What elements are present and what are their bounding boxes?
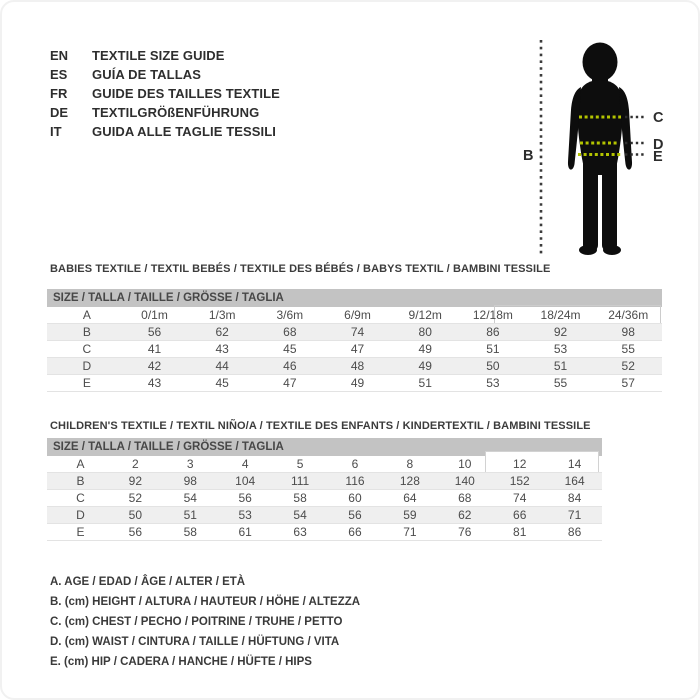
table-cell: 128 xyxy=(399,474,420,488)
legend-line: B. (cm) HEIGHT / ALTURA / HAUTEUR / HÖHE / ALTEZZA xyxy=(50,596,361,608)
legend-line: D. (cm) WAIST / CINTURA / TAILLE / HÜFTUNG / VITA xyxy=(50,636,340,648)
table-cell: 51 xyxy=(418,376,432,390)
table-cell: 12/18m xyxy=(472,308,513,322)
table-cell: 50 xyxy=(486,359,500,373)
table-row xyxy=(47,341,662,358)
language-title: GUIDE DES TAILLES TEXTILE xyxy=(92,86,280,101)
table-cell: 58 xyxy=(183,525,197,539)
table-cell: 57 xyxy=(621,376,635,390)
language-title: TEXTILGRÖßENFÜHRUNG xyxy=(92,105,260,120)
table-cell: 10 xyxy=(458,457,472,471)
table-cell: 98 xyxy=(183,474,197,488)
table-cell: 68 xyxy=(283,325,297,339)
table-cell: 61 xyxy=(238,525,252,539)
row-label: D xyxy=(76,508,85,522)
table-cell: 54 xyxy=(183,491,197,505)
row-label: C xyxy=(76,491,85,505)
table-cell: 104 xyxy=(235,474,256,488)
language-code: FR xyxy=(50,86,68,101)
language-title-list xyxy=(50,46,280,141)
table-cell: 41 xyxy=(147,342,162,356)
children-table xyxy=(47,456,602,541)
table-cell: 86 xyxy=(567,525,582,539)
table-cell: 60 xyxy=(348,491,362,505)
row-label: A xyxy=(76,457,85,471)
table-cell: 71 xyxy=(403,525,417,539)
language-row xyxy=(50,65,280,84)
table-cell: 24/36m xyxy=(608,308,649,322)
table-cell: 76 xyxy=(458,525,472,539)
table-cell: 9/12m xyxy=(408,308,442,322)
language-title: GUIDA ALLE TAGLIE TESSILI xyxy=(92,124,277,139)
table-cell: 53 xyxy=(486,376,500,390)
language-code: IT xyxy=(50,124,62,139)
table-cell: 140 xyxy=(454,474,475,488)
table-cell: 92 xyxy=(553,325,568,339)
row-label: E xyxy=(82,376,91,390)
table-cell: 111 xyxy=(290,474,310,488)
legend-line: E. (cm) HIP / CADERA / HANCHE / HÜFTE / HIPS xyxy=(50,656,312,668)
table-cell: 2 xyxy=(132,457,139,471)
children-table-header: SIZE / TALLA / TAILLE / GRÖSSE / TAGLIA xyxy=(47,438,602,456)
table-cell: 12 xyxy=(513,457,527,471)
legend-line: C. (cm) CHEST / PECHO / POITRINE / TRUHE / PETTO xyxy=(50,616,343,628)
row-label: C xyxy=(82,342,92,356)
table-cell: 8 xyxy=(406,457,414,471)
babies-table-header: SIZE / TALLA / TAILLE / GRÖSSE / TAGLIA xyxy=(47,289,662,307)
table-cell: 52 xyxy=(128,491,143,505)
table-cell: 66 xyxy=(348,525,362,539)
table-row xyxy=(47,507,602,524)
babies-table-title: BABIES TEXTILE / TEXTIL BEBÉS / TEXTILE DES BÉBÉS / BABYS TEXTIL / BAMBINI TESSILE xyxy=(50,263,551,275)
table-cell: 80 xyxy=(418,325,432,339)
measurement-legend xyxy=(50,572,360,672)
language-row xyxy=(50,122,280,141)
table-cell: 14 xyxy=(567,457,582,471)
table-cell: 74 xyxy=(350,325,365,339)
table-cell: 164 xyxy=(564,474,585,488)
table-cell: 3/6m xyxy=(276,308,304,322)
table-cell: 42 xyxy=(147,359,162,373)
table-row xyxy=(47,307,662,324)
row-label: E xyxy=(76,525,85,539)
table-row xyxy=(47,490,602,507)
table-cell: 116 xyxy=(345,474,365,488)
chest-label: C xyxy=(653,110,664,126)
table-cell: 68 xyxy=(458,491,472,505)
row-label: D xyxy=(82,359,92,373)
table-cell: 6 xyxy=(351,457,359,471)
height-label: B xyxy=(523,148,534,164)
table-cell: 49 xyxy=(418,359,432,373)
table-cell: 43 xyxy=(147,376,162,390)
table-cell: 152 xyxy=(509,474,530,488)
table-cell: 47 xyxy=(350,342,365,356)
table-cell: 98 xyxy=(621,325,635,339)
language-row xyxy=(50,46,280,65)
babies-table xyxy=(47,307,662,392)
table-cell: 6/9m xyxy=(344,308,371,322)
table-cell: 58 xyxy=(293,491,307,505)
table-cell: 46 xyxy=(283,359,297,373)
table-cell: 66 xyxy=(513,508,527,522)
table-cell: 53 xyxy=(238,508,252,522)
table-cell: 55 xyxy=(621,342,635,356)
table-cell: 45 xyxy=(283,342,297,356)
child-silhouette-figure xyxy=(515,30,675,260)
table-cell: 55 xyxy=(553,376,568,390)
table-cell: 0/1m xyxy=(141,308,168,322)
language-code: EN xyxy=(50,48,69,63)
table-cell: 44 xyxy=(215,359,229,373)
table-cell: 63 xyxy=(293,525,307,539)
table-cell: 51 xyxy=(486,342,500,356)
table-cell: 62 xyxy=(458,508,472,522)
children-table-title: CHILDREN'S TEXTILE / TEXTIL NIÑO/A / TEXTILE DES ENFANTS / KINDERTEXTIL / BAMBINI TESSILE xyxy=(50,420,591,432)
table-cell: 56 xyxy=(147,325,162,339)
table-cell: 92 xyxy=(128,474,143,488)
table-row xyxy=(47,375,662,392)
table-cell: 86 xyxy=(486,325,500,339)
table-cell: 56 xyxy=(128,525,143,539)
table-cell: 56 xyxy=(238,491,252,505)
language-title: TEXTILE SIZE GUIDE xyxy=(92,48,225,63)
table-cell: 43 xyxy=(215,342,229,356)
table-cell: 4 xyxy=(241,457,249,471)
table-row xyxy=(47,358,662,375)
table-cell: 71 xyxy=(567,508,582,522)
table-cell: 51 xyxy=(183,508,197,522)
language-code: ES xyxy=(50,67,68,82)
waist-label: D xyxy=(653,137,664,153)
table-cell: 62 xyxy=(215,325,229,339)
table-cell: 48 xyxy=(350,359,365,373)
language-code: DE xyxy=(50,105,69,120)
row-label: B xyxy=(76,474,85,488)
table-cell: 84 xyxy=(567,491,582,505)
table-cell: 5 xyxy=(296,457,304,471)
language-title: GUÍA DE TALLAS xyxy=(92,67,202,82)
table-row xyxy=(47,324,662,341)
table-cell: 74 xyxy=(513,491,527,505)
table-row xyxy=(47,473,602,490)
table-cell: 54 xyxy=(293,508,307,522)
table-cell: 47 xyxy=(283,376,297,390)
table-cell: 51 xyxy=(553,359,568,373)
table-cell: 50 xyxy=(128,508,143,522)
table-cell: 64 xyxy=(403,491,417,505)
table-cell: 59 xyxy=(403,508,417,522)
hip-label: E xyxy=(653,149,663,165)
table-cell: 49 xyxy=(418,342,432,356)
row-label: A xyxy=(82,308,91,322)
measurement-figure-svg xyxy=(515,30,675,260)
table-cell: 56 xyxy=(348,508,362,522)
child-silhouette xyxy=(568,43,632,256)
language-row xyxy=(50,103,280,122)
table-cell: 53 xyxy=(553,342,568,356)
legend-line: A. AGE / EDAD / ÂGE / ALTER / ETÀ xyxy=(50,576,246,588)
table-cell: 18/24m xyxy=(540,308,581,322)
row-label: B xyxy=(82,325,91,339)
table-cell: 81 xyxy=(513,525,527,539)
table-row xyxy=(47,456,602,473)
table-cell: 3 xyxy=(186,457,194,471)
language-row xyxy=(50,84,280,103)
table-row xyxy=(47,524,602,541)
table-cell: 52 xyxy=(621,359,635,373)
table-cell: 49 xyxy=(350,376,365,390)
table-cell: 1/3m xyxy=(208,308,236,322)
table-cell: 45 xyxy=(215,376,229,390)
